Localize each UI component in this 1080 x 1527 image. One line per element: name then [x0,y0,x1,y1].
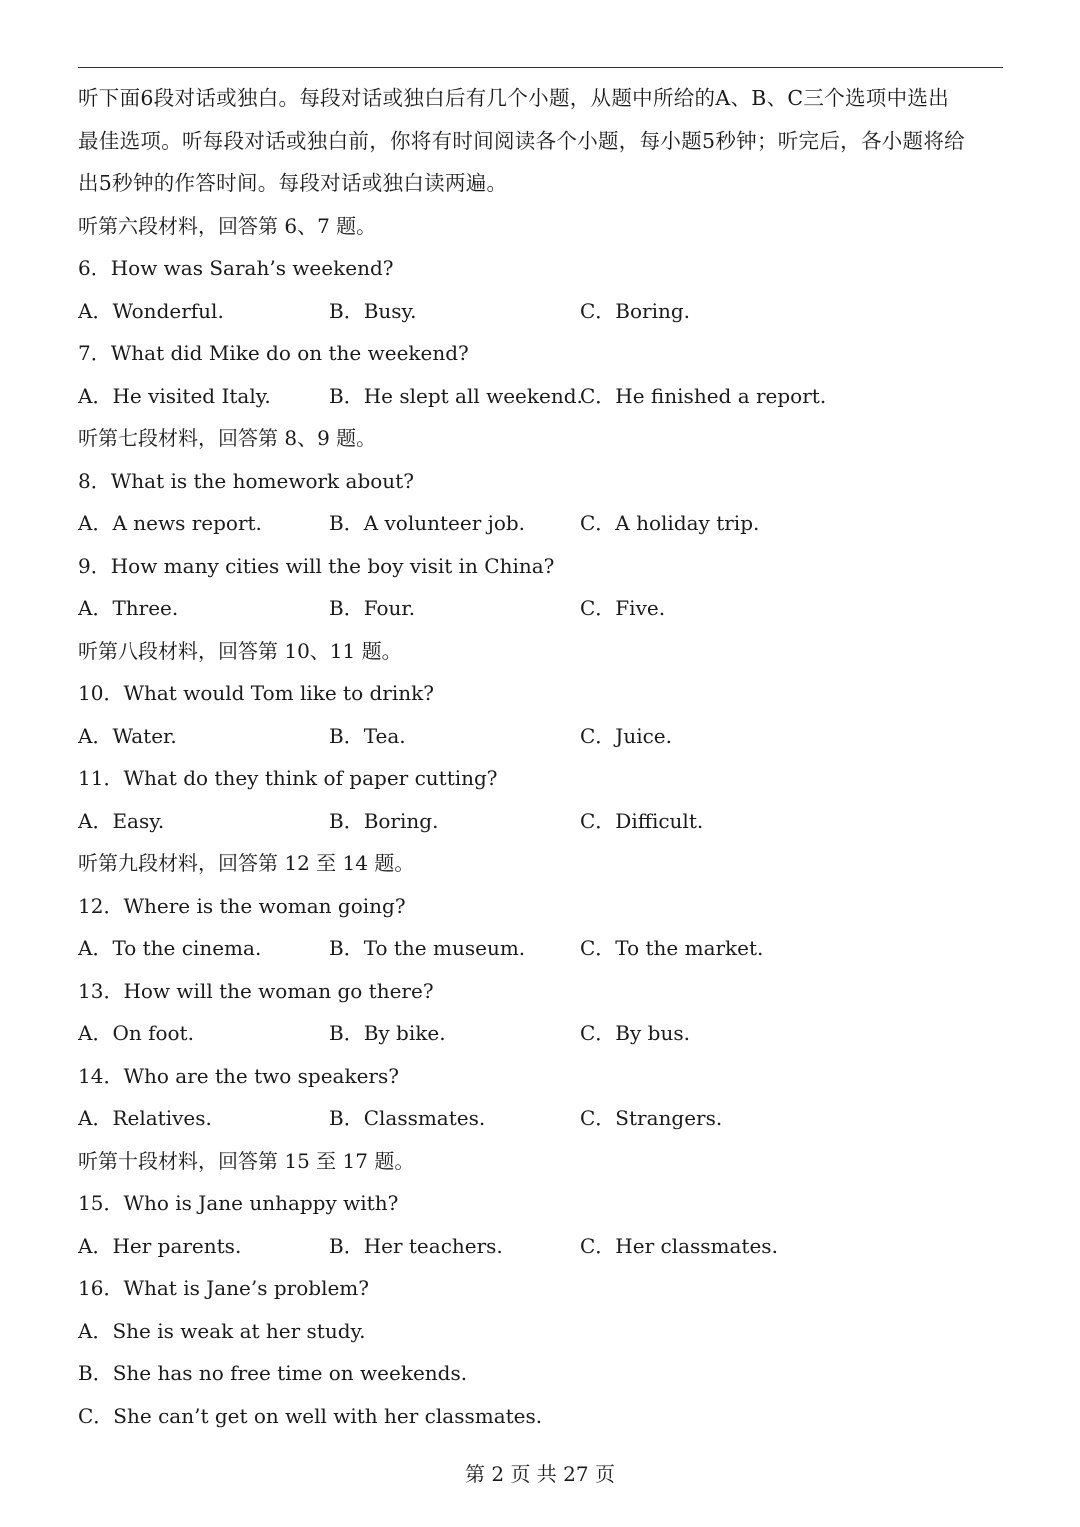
section-heading: 听第六段材料，回答第 6、7 题。 [78,213,377,238]
option-b: B．To the museum. [329,936,526,960]
question: 16．What is Jane’s problem? [78,1276,369,1300]
option-b: B．Boring. [329,808,439,833]
instruction-line: 听下面6段对话或独白。每段对话或独白后有几个小题，从题中所给的A、B、C三个选项中选出 [78,86,949,110]
option-a: A．Wonderful. [78,298,224,323]
options-row [78,587,1006,630]
question: 10．What would Tom like to drink? [78,681,434,705]
page-content [78,77,1006,1437]
header-rule [78,67,1003,68]
question: 14．Who are the two speakers? [78,1063,399,1088]
option-b: B．Her teachers. [329,1233,503,1258]
option-c: C．Strangers. [580,1106,723,1130]
option-c: C．Juice. [580,723,672,748]
options-row [78,1225,1006,1268]
question: 11．What do they think of paper cutting? [78,766,498,790]
option-a: A．A news report. [78,511,262,535]
options-row [78,927,1006,970]
options-row [78,800,1006,843]
option-c: C．To the market. [580,936,764,960]
option-b: B．Classmates. [329,1106,486,1130]
options-row [78,502,1006,545]
question: 9．How many cities will the boy visit in China? [78,553,555,578]
options-row [78,1012,1006,1055]
option-c: C．By bus. [580,1021,690,1045]
options-row [78,375,1006,418]
option-a: A．Relatives. [78,1106,212,1130]
option-a: A．Easy. [78,808,165,833]
option-c: C．He finished a report. [580,383,827,408]
option-b: B．By bike. [329,1021,446,1045]
question: 8．What is the homework about? [78,468,414,493]
option-a: A．Her parents. [78,1233,242,1258]
option-a: A．She is weak at her study. [78,1318,366,1343]
option-a: A．On foot. [78,1021,194,1045]
options-row [78,715,1006,758]
option-c: C．A holiday trip. [580,511,760,535]
option-b: B．Four. [329,596,416,620]
option-c: C．She can’t get on well with her classmates. [78,1403,543,1428]
option-b: B．She has no free time on weekends. [78,1361,468,1385]
question: 13．How will the woman go there? [78,978,434,1003]
section-heading: 听第八段材料，回答第 10、11 题。 [78,638,402,663]
question: 7．What did Mike do on the weekend? [78,341,469,365]
option-c: C．Difficult. [580,808,704,833]
options-row [78,290,1006,333]
section-heading: 听第九段材料，回答第 12 至 14 题。 [78,851,415,875]
option-a: A．Three. [78,596,179,620]
option-a: A．To the cinema. [78,936,262,960]
option-b: B．A volunteer job. [329,511,526,535]
question: 12．Where is the woman going? [78,893,406,918]
option-b: B．Busy. [329,298,417,323]
page-number-footer: 第 2 页 共 27 页 [465,1462,615,1486]
option-a: A．He visited Italy. [78,383,271,408]
instruction-line: 出5秒钟的作答时间。每段对话或独白读两遍。 [78,171,508,195]
options-row [78,1097,1006,1140]
option-b: B．He slept all weekend. [329,383,583,408]
question: 15．Who is Jane unhappy with? [78,1191,399,1215]
option-a: A．Water. [78,723,177,748]
question: 6．How was Sarah’s weekend? [78,256,394,280]
section-heading: 听第七段材料，回答第 8、9 题。 [78,426,377,450]
option-c: C．Her classmates. [580,1233,778,1258]
option-b: B．Tea. [329,723,406,748]
option-c: C．Boring. [580,298,691,323]
section-heading: 听第十段材料，回答第 15 至 17 题。 [78,1148,415,1173]
instruction-line: 最佳选项。听每段对话或独白前，你将有时间阅读各个小题，每小题5秒钟；听完后，各小题将给 [78,128,965,153]
option-c: C．Five. [580,596,666,620]
